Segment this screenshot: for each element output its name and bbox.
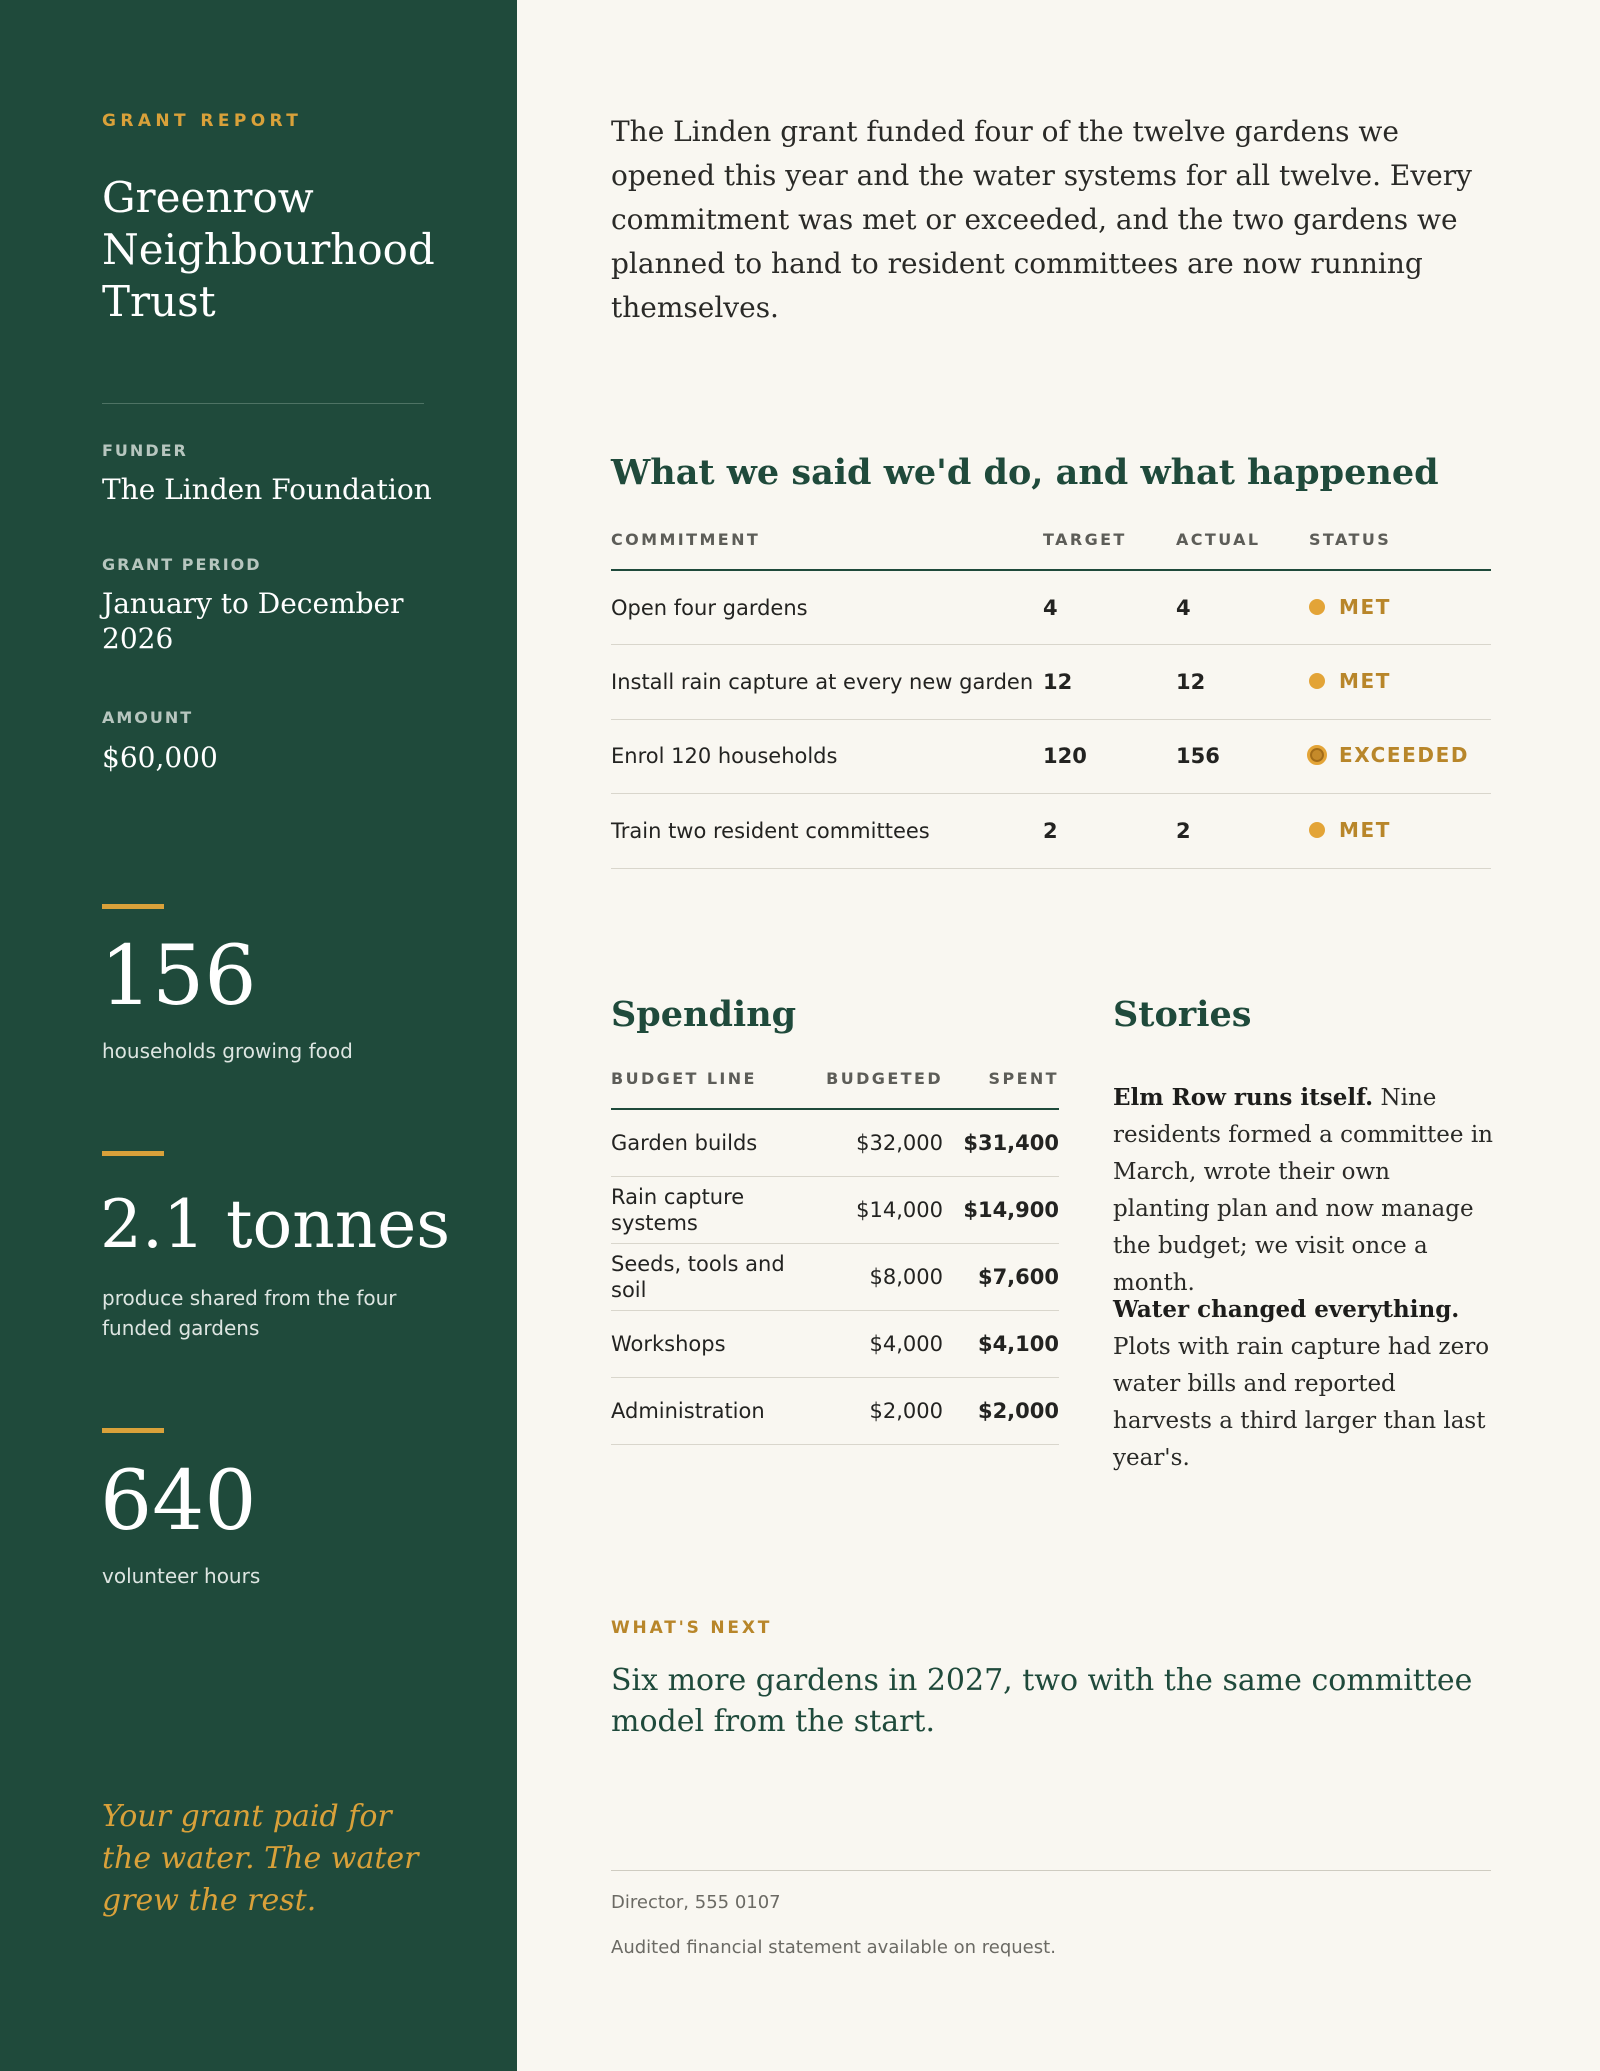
spent-cell: $31,400	[943, 1109, 1059, 1176]
col-budget-line: BUDGET LINE	[611, 1069, 811, 1109]
spent-cell: $2,000	[943, 1377, 1059, 1444]
status-text: EXCEEDED	[1339, 742, 1470, 767]
col-budgeted: BUDGETED	[811, 1069, 943, 1109]
col-actual: ACTUAL	[1176, 530, 1309, 570]
budget-line-cell: Seeds, tools and soil	[611, 1243, 811, 1310]
status-badge	[1309, 595, 1391, 619]
whats-next-text: Six more gardens in 2027, two with the same committee model from the start.	[611, 1663, 1473, 1739]
budget-line-cell: Garden builds	[611, 1109, 811, 1176]
status-cell	[1309, 719, 1491, 794]
status-text: MET	[1339, 595, 1392, 619]
status-badge	[1307, 743, 1469, 767]
spending-table	[611, 1069, 1059, 1445]
table-row	[611, 1109, 1059, 1176]
target-cell: 4	[1043, 570, 1176, 645]
table-row	[611, 1310, 1059, 1377]
spent-cell: $14,900	[943, 1176, 1059, 1243]
sidebar-divider	[102, 403, 424, 404]
stat-households-label: households growing food	[102, 1039, 353, 1063]
status-cell	[1309, 570, 1491, 645]
spent-cell: $4,100	[943, 1310, 1059, 1377]
budgeted-cell: $8,000	[811, 1243, 943, 1310]
budgeted-cell: $2,000	[811, 1377, 943, 1444]
actual-cell: 2	[1176, 794, 1309, 869]
stat-accent-bar	[102, 904, 164, 909]
spent-cell: $7,600	[943, 1243, 1059, 1310]
table-row	[611, 570, 1491, 645]
grant-period-label: GRANT PERIOD	[102, 555, 262, 574]
story-body: Nine residents formed a committee in March, wrote their own planting plan and now manage the budget; we visit once a month.	[1113, 1085, 1493, 1296]
stat-produce-value: 2.1 tonnes	[100, 1186, 451, 1263]
target-cell: 12	[1043, 645, 1176, 720]
actual-cell: 12	[1176, 645, 1309, 720]
table-row	[611, 1377, 1059, 1444]
status-dot-icon	[1309, 599, 1325, 615]
commitment-cell: Train two resident committees	[611, 794, 1043, 869]
status-dot-icon	[1309, 822, 1325, 838]
story-body: Plots with rain capture had zero water bills and reported harvests a third larger than last year's.	[1113, 1334, 1490, 1471]
story-lead: Water changed everything.	[1113, 1296, 1460, 1323]
actual-cell: 4	[1176, 570, 1309, 645]
grant-period-value: January to December 2026	[102, 587, 404, 655]
commitment-cell: Enrol 120 households	[611, 719, 1043, 794]
sidebar-quote: Your grant paid for the water. The water grew the rest.	[102, 1799, 419, 1918]
status-cell	[1309, 645, 1491, 720]
status-ring-icon	[1307, 745, 1327, 765]
status-text: MET	[1339, 818, 1392, 843]
stat-households-value: 156	[100, 929, 257, 1024]
table-row	[611, 645, 1491, 720]
status-text: MET	[1339, 669, 1392, 694]
stories-title: Stories	[1113, 994, 1252, 1035]
table-row	[611, 1243, 1059, 1310]
spending-title: Spending	[611, 994, 797, 1035]
commitment-cell: Install rain capture at every new garden	[611, 645, 1043, 720]
organization-name: Greenrow Neighbourhood Trust	[102, 173, 435, 326]
amount-label: AMOUNT	[102, 708, 194, 727]
stat-accent-bar	[102, 1151, 164, 1156]
status-dot-icon	[1309, 673, 1325, 689]
story-lead: Elm Row runs itself.	[1113, 1084, 1374, 1111]
col-target: TARGET	[1043, 530, 1176, 570]
actual-cell: 156	[1176, 719, 1309, 794]
report-eyebrow: GRANT REPORT	[102, 111, 303, 131]
table-row	[611, 1176, 1059, 1243]
commitment-cell: Open four gardens	[611, 570, 1043, 645]
target-cell: 120	[1043, 719, 1176, 794]
footer-divider	[611, 1870, 1491, 1871]
stat-produce-label: produce shared from the four funded gardens	[102, 1286, 397, 1340]
budgeted-cell: $4,000	[811, 1310, 943, 1377]
story-water	[1113, 1291, 1493, 1477]
table-row	[611, 719, 1491, 794]
footer-note: Audited financial statement available on request.	[611, 1937, 1056, 1958]
stat-accent-bar	[102, 1428, 164, 1433]
budget-line-cell: Administration	[611, 1377, 811, 1444]
stat-volunteer-value: 640	[100, 1454, 257, 1549]
col-commitment: COMMITMENT	[611, 530, 1043, 570]
intro-paragraph: The Linden grant funded four of the twelve gardens we opened this year and the water systems for all twelve. Every commitment was met or exceeded, and the two gardens we planned to hand to resident committees are now running themselves.	[611, 115, 1472, 324]
budgeted-cell: $32,000	[811, 1109, 943, 1176]
commitments-table	[611, 530, 1491, 869]
story-elm-row	[1113, 1079, 1493, 1302]
stat-volunteer-label: volunteer hours	[102, 1564, 261, 1588]
table-row	[611, 794, 1491, 869]
funder-label: FUNDER	[102, 441, 188, 460]
commitments-title: What we said we'd do, and what happened	[611, 452, 1439, 493]
funder-value: The Linden Foundation	[102, 473, 432, 506]
footer-contact: Director, 555 0107	[611, 1892, 781, 1913]
col-spent: SPENT	[943, 1069, 1059, 1109]
col-status: STATUS	[1309, 530, 1491, 570]
status-cell	[1309, 794, 1491, 869]
budget-line-cell: Rain capture systems	[611, 1176, 811, 1243]
status-badge	[1309, 818, 1391, 842]
amount-value: $60,000	[102, 741, 218, 774]
budget-line-cell: Workshops	[611, 1310, 811, 1377]
whats-next-label: WHAT'S NEXT	[611, 1618, 773, 1638]
budgeted-cell: $14,000	[811, 1176, 943, 1243]
target-cell: 2	[1043, 794, 1176, 869]
status-badge	[1309, 669, 1391, 693]
